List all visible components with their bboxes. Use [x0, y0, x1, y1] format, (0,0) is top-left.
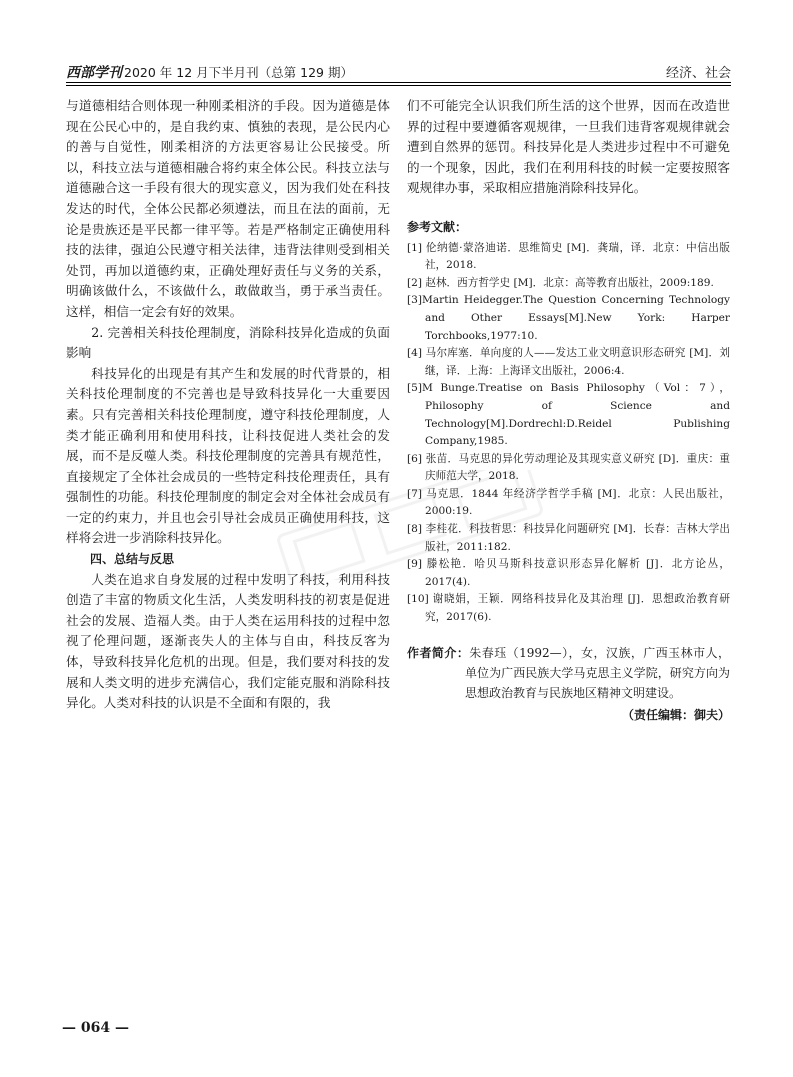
header-rule [66, 82, 731, 83]
reference-item: [10] 谢晓娟，王颖．网络科技异化及其治理 [J]．思想政治教育研究，2017(6). [407, 593, 730, 624]
paragraph-continued: 们不可能完全认识我们所生活的这个世界，因而在改造世界的过程中要遵循客观规律，一旦我们违背客观规律就会遭到自然界的惩罚。科技异化是人类进步过程中不可避免的一个现象，因此，我们在利用科技的时候一定要按照客观规律办事，采取相应措施消除科技异化。 [407, 98, 730, 196]
reference-item: [6] 张苗．马克思的异化劳动理论及其现实意义研究 [D]．重庆：重庆师范大学，2018. [407, 452, 730, 483]
reference-item: [3]Martin Heidegger.The Question Concerning Technology and Other Essays[M].New York: Harper Torchbooks,1977:10. [407, 294, 730, 342]
left-column [66, 96, 390, 714]
issue-info: 2020 年 12 月下半月刊（总第 129 期） [124, 65, 353, 80]
references-title: 参考文献： [407, 219, 468, 234]
reference-item: [1] 伦纳德·蒙洛迪诺．思维简史 [M]．龚瑞，译．北京：中信出版社，2018. [407, 241, 730, 272]
paragraph-law-morality: 与道德相结合则体现一种刚柔相济的手段。因为道德是体现在公民心中的，是自我约束、慎独的表现，是公民内心的善与自觉性，刚柔相济的方法更容易让公民接受。所以，科技立法与道德相融合将约束全体公民。科技立法与道德融合这一手段有很大的现实意义，因为我们处在科技发达的时代，全体公民都必须遵法，而且在法的面前，无论是贵族还是平民都一律平等。若是严格制定正确使用科技的法律，强迫公民遵守相关法律，违背法律则受到相关处罚，再加以道德约束，正确处理好责任与义务的关系，明确该做什么，不该做什么，敢做敢当，勇于承当责任。这样，相信一定会有好的效果。 [66, 98, 390, 319]
reference-item: [9] 滕松艳．哈贝马斯科技意识形态异化解析 [J]．北方论丛，2017(4). [407, 558, 730, 588]
paragraph-ethics-system: 科技异化的出现是有其产生和发展的时代背景的，相关科技伦理制度的不完善也是导致科技异化一大重要因素。只有完善相关科技伦理制度，遵守科技伦理制度，人类才能正确利用和使用科技，让科技促进人类社会的发展，而不是反噬人类。科技伦理制度的完善具有规范性，直接规定了全体社会成员的一些特定科技伦理责任，具有强制性的功能。科技伦理制度的制定会对全体社会成员有一定的约束力，并且也会引导社会成员正确使用科技，这样将会进一步消除科技异化。 [66, 365, 390, 546]
reference-item: [5]M Bunge.Treatise on Basis Philosophy（Vol：7），Philosophy of Science and Technology[M].Dordrechl:D.Reidel Publishing Company,1985. [407, 382, 730, 448]
author-bio-text: 朱春珏（1992—），女，汉族，广西玉林市人，单位为广西民族大学马克思主义学院，研究方向为思想政治教育与民族地区精神文明建设。 [465, 645, 730, 700]
author-bio [407, 643, 730, 703]
reference-item: [7] 马克思．1844 年经济学哲学手稿 [M]．北京：人民出版社，2000:19. [407, 487, 730, 518]
responsible-editor: （责任编辑：御夫） [621, 707, 730, 722]
reference-list [407, 240, 730, 627]
paragraph-conclusion: 人类在追求自身发展的过程中发明了科技，利用科技创造了丰富的物质文化生活，人类发明科技的初衷是促进社会的发展、造福人类。由于人类在运用科技的过程中忽视了伦理问题，逐渐丧失人的主体与自由，科技反客为体，导致科技异化危机的出现。但是，我们要对科技的发展和人类文明的进步充满信心，我们定能克服和消除科技异化。人类对科技的认识是不全面和有限的，我 [66, 571, 390, 711]
section-label: 经济、社会 [665, 66, 731, 81]
journal-name: 西部学刊 [66, 65, 122, 81]
section-heading-conclusion: 四、总结与反思 [90, 552, 175, 567]
header-rule-thin [66, 85, 731, 86]
right-column [407, 96, 730, 725]
page-number: — 064 — [62, 1020, 129, 1036]
reference-item: [4] 马尔库塞．单向度的人——发达工业文明意识形态研究 [M]．刘继，译．上海：上海译文出版社，2006:4. [407, 347, 730, 377]
running-header [66, 60, 731, 82]
author-bio-label: 作者简介： [407, 645, 470, 660]
subheading-ethics-system: 2. 完善相关科技伦理制度，消除科技异化造成的负面影响 [66, 324, 390, 361]
reference-item: [8] 李桂花．科技哲思：科技异化问题研究 [M]．长春：吉林大学出版社，2011:182. [407, 523, 730, 553]
header-journal-info [66, 62, 353, 82]
reference-item: [2] 赵林．西方哲学史 [M]．北京：高等教育出版社，2009:189. [407, 276, 714, 289]
